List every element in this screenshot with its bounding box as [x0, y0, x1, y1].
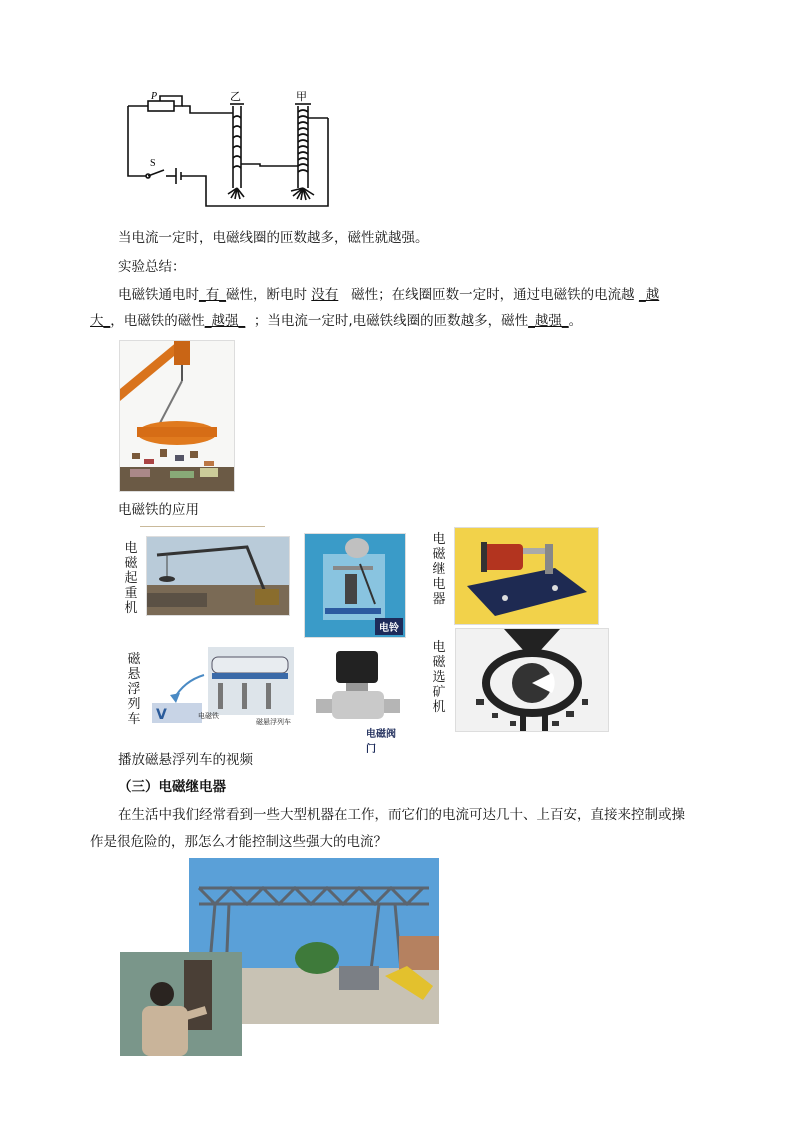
relay-photo	[454, 527, 599, 625]
label-p: P	[151, 91, 158, 102]
blank-2: 没有	[311, 287, 339, 303]
valve-photo	[312, 645, 404, 755]
label-maglev: 磁悬浮列车	[127, 652, 141, 727]
operator-photo	[120, 952, 242, 1056]
label-yi: 乙	[230, 90, 241, 103]
separator-photo	[455, 628, 609, 732]
label-s: S	[150, 158, 156, 169]
divider	[140, 526, 265, 527]
maglev-small-label-2: 磁悬浮列车	[256, 718, 291, 726]
summary-title: 实验总结：	[118, 259, 186, 275]
circuit-diagram	[120, 88, 340, 213]
application-title: 电磁铁的应用	[118, 502, 199, 518]
crane-magnet-photo	[119, 340, 235, 492]
paragraph-current-constant: 当电流一定时，电磁线圈的匝数越多，磁性就越强。	[118, 230, 429, 246]
label-relay: 电磁继电器	[432, 532, 446, 607]
blank-4: _越强_	[204, 313, 246, 329]
crane-photo	[146, 536, 290, 616]
summary-line-2: 大_，电磁铁的磁性_越强_ ；当电流一定时,电磁铁线圈的匝数越多，磁性_越强_。	[90, 313, 583, 329]
blank-5: _越强_	[528, 313, 569, 329]
maglev-photo	[146, 645, 296, 727]
label-crane: 电磁起重机	[124, 541, 138, 616]
valve-caption: 电磁阀门	[366, 729, 396, 755]
maglev-small-label-1: 电磁铁	[198, 712, 219, 720]
blank-3: _越	[638, 287, 660, 303]
section-title-relay: （三）电磁继电器	[118, 779, 226, 795]
blank-3b: 大_	[90, 313, 111, 329]
svg-text:V: V	[156, 707, 167, 723]
blank-1: _有_	[199, 287, 226, 303]
label-jia: 甲	[296, 90, 307, 103]
video-text: 播放磁悬浮列车的视频	[118, 752, 253, 768]
label-separator: 电磁选矿机	[432, 640, 446, 715]
summary-line-1: 电磁铁通电时_有_磁性，断电时 没有 磁性；在线圈匝数一定时，通过电磁铁的电流越 _越	[118, 287, 660, 303]
paragraph-line-2: 作是很危险的，那怎么才能控制这些强大的电流？	[90, 834, 387, 850]
bell-caption: 电铃	[375, 618, 403, 635]
bell-photo	[304, 533, 406, 638]
paragraph-line-1: 在生活中我们经常看到一些大型机器在工作，而它们的电流可达几十、上百安，直接来控制或操	[118, 807, 685, 823]
